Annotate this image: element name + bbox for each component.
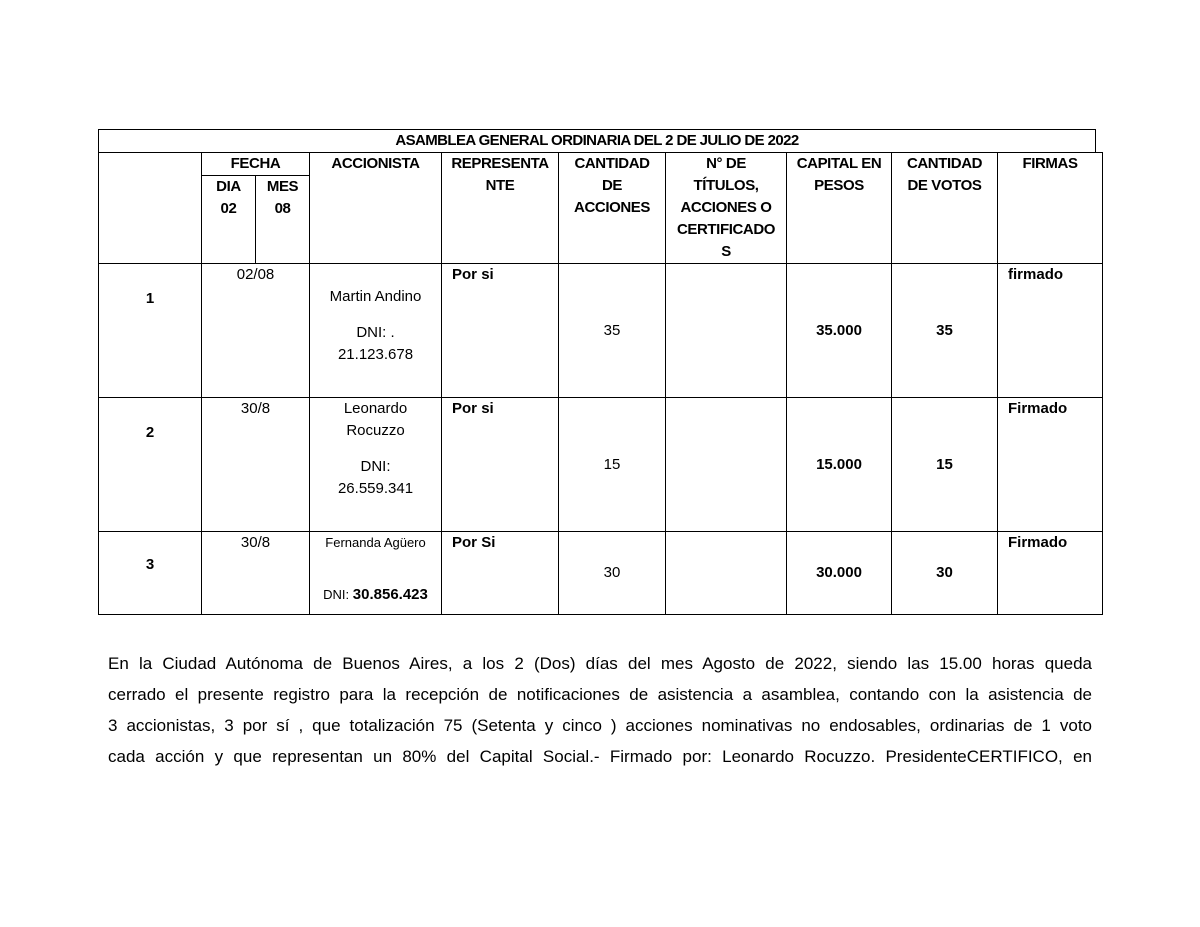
header-cantidad-acciones bbox=[559, 153, 666, 264]
row-spacer bbox=[310, 442, 441, 456]
header-dia-label: DIA bbox=[216, 178, 241, 195]
row-capital: 30.000 bbox=[787, 532, 892, 615]
header-votos-line1: CANTIDAD bbox=[906, 155, 983, 172]
header-votos bbox=[892, 153, 998, 264]
header-cantidad-line2: DE bbox=[601, 177, 623, 194]
row-number: 2 bbox=[99, 398, 202, 532]
row-titulos bbox=[666, 532, 787, 615]
row-number: 3 bbox=[99, 532, 202, 615]
header-mes-value: 08 bbox=[274, 200, 291, 217]
header-titulos-line5: S bbox=[721, 243, 731, 260]
header-capital-line2: PESOS bbox=[814, 177, 864, 194]
row-capital: 35.000 bbox=[787, 264, 892, 398]
header-mes bbox=[256, 176, 310, 264]
header-representante bbox=[442, 153, 559, 264]
row-firma: Firmado bbox=[998, 398, 1103, 532]
header-cantidad-line3: ACCIONES bbox=[574, 199, 650, 216]
row-accionista-name-2: Rocuzzo bbox=[346, 422, 405, 439]
row-representante: Por si bbox=[442, 264, 559, 398]
row-fecha: 02/08 bbox=[202, 264, 310, 398]
header-dia bbox=[202, 176, 256, 264]
table-title: ASAMBLEA GENERAL ORDINARIA DEL 2 DE JULIO DE 2022 bbox=[98, 129, 1096, 153]
row-accionista bbox=[310, 264, 442, 398]
row-titulos bbox=[666, 264, 787, 398]
row-votos: 30 bbox=[892, 532, 998, 615]
row-dni: 26.559.341 bbox=[337, 480, 414, 497]
paragraph-line-3: 3 accionistas, 3 por sí , que totalización 75 (Setenta y cinco ) acciones nominativas no endosables, ordinarias de 1 voto bbox=[108, 716, 1092, 735]
row-dni-label: DNI: . bbox=[356, 324, 395, 341]
row-representante: Por Si bbox=[442, 532, 559, 615]
table-row bbox=[99, 264, 1103, 398]
paragraph-line-2: cerrado el presente registro para la recepción de notificaciones de asistencia a asamblea, contando con la asistencia de bbox=[108, 685, 1092, 704]
row-dni: 30.856.423 bbox=[352, 586, 428, 603]
row-accionista bbox=[310, 398, 442, 532]
row-acciones: 30 bbox=[559, 532, 666, 615]
header-capital-line1: CAPITAL EN bbox=[796, 155, 882, 172]
row-firma: Firmado bbox=[998, 532, 1103, 615]
header-dia-value: 02 bbox=[220, 200, 237, 217]
header-firmas: FIRMAS bbox=[998, 153, 1103, 264]
row-titulos bbox=[666, 398, 787, 532]
header-titulos-line2: TÍTULOS, bbox=[693, 177, 759, 194]
row-accionista-name: Fernanda Agüero bbox=[325, 535, 426, 550]
header-representante-line1: REPRESENTA bbox=[451, 155, 549, 172]
row-dni: 21.123.678 bbox=[337, 346, 414, 363]
table-row bbox=[99, 532, 1103, 615]
row-spacer bbox=[310, 264, 441, 286]
row-votos: 15 bbox=[892, 398, 998, 532]
header-titulos bbox=[666, 153, 787, 264]
header-fecha: FECHA bbox=[202, 153, 310, 176]
header-titulos-line4: CERTIFICADO bbox=[676, 221, 776, 238]
row-accionista-name: Martin Andino bbox=[329, 288, 422, 305]
row-acciones: 35 bbox=[559, 264, 666, 398]
closing-paragraph bbox=[108, 648, 1092, 772]
row-representante: Por si bbox=[442, 398, 559, 532]
row-fecha: 30/8 bbox=[202, 398, 310, 532]
header-row bbox=[99, 153, 1103, 176]
header-cantidad-line1: CANTIDAD bbox=[574, 155, 650, 172]
table-row bbox=[99, 398, 1103, 532]
row-dni-line bbox=[310, 584, 441, 606]
row-fecha: 30/8 bbox=[202, 532, 310, 615]
header-representante-line2: NTE bbox=[485, 177, 515, 194]
row-capital: 15.000 bbox=[787, 398, 892, 532]
header-votos-line2: DE VOTOS bbox=[907, 177, 982, 194]
header-capital bbox=[787, 153, 892, 264]
row-dni-label: DNI: bbox=[323, 587, 353, 602]
header-accionista: ACCIONISTA bbox=[310, 153, 442, 264]
row-number: 1 bbox=[99, 264, 202, 398]
row-acciones: 15 bbox=[559, 398, 666, 532]
header-mes-label: MES bbox=[266, 178, 299, 195]
row-firma: firmado bbox=[998, 264, 1103, 398]
header-num-cell bbox=[99, 153, 202, 264]
row-accionista-name-1: Leonardo bbox=[343, 400, 408, 417]
row-accionista bbox=[310, 532, 442, 615]
paragraph-line-4: cada acción y que representan un 80% del Capital Social.- Firmado por: Leonardo Rocuzzo. PresidenteCERTIFICO, en bbox=[108, 747, 1092, 766]
header-titulos-line3: ACCIONES O bbox=[680, 199, 772, 216]
header-titulos-line1: N° DE bbox=[706, 155, 746, 172]
row-dni-label: DNI: bbox=[360, 458, 391, 475]
row-spacer bbox=[310, 308, 441, 322]
row-spacer bbox=[310, 554, 441, 584]
paragraph-line-1: En la Ciudad Autónoma de Buenos Aires, a los 2 (Dos) días del mes Agosto de 2022, siendo las 15.00 horas queda bbox=[108, 654, 1092, 673]
attendance-table bbox=[98, 152, 1103, 615]
row-votos: 35 bbox=[892, 264, 998, 398]
